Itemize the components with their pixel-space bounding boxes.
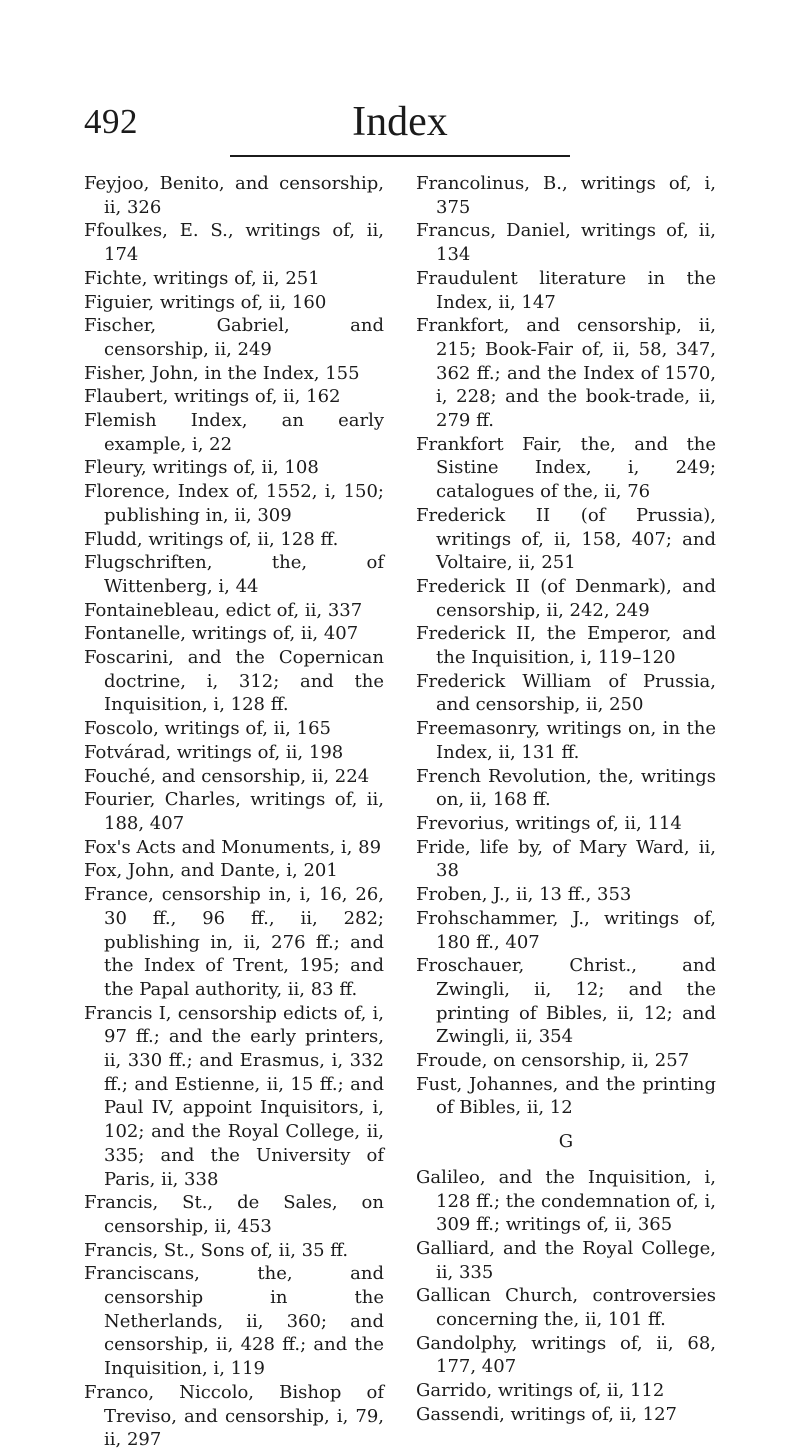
page-number: 492: [84, 102, 138, 141]
index-entry: Froben, J., ii, 13 ff., 353: [416, 884, 632, 906]
index-entry: Francolinus, B., writings of, i, 375: [416, 173, 716, 218]
index-entry: Francus, Daniel, writings of, ii, 134: [416, 220, 716, 266]
index-entry: Francis, St., de Sales, on censorship, ii, 453: [84, 1192, 384, 1237]
index-entry: Gassendi, writings of, ii, 127: [416, 1403, 677, 1425]
index-entry: Fichte, writings of, ii, 251: [84, 267, 320, 289]
index-entry: Froude, on censorship, ii, 257: [416, 1050, 690, 1072]
index-entry: Galileo, and the Inquisition, i, 128 ff.; the condemnation of, i, 309 ff.; writings of, ii, 365: [416, 1166, 716, 1236]
index-entry: Frederick II (of Prussia), writings of, ii, 158, 407; and Voltaire, ii, 251: [416, 504, 716, 574]
index-entry: Franco, Niccolo, Bishop of Treviso, and censorship, i, 79, ii, 297: [84, 1381, 384, 1451]
index-entry: Frankfort Fair, the, and the Sistine Index, i, 249; catalogues of the, ii, 76: [416, 433, 716, 503]
index-entry: Flaubert, writings of, ii, 162: [84, 386, 341, 408]
index-entry: Froschauer, Christ., and Zwingli, ii, 12; and the printing of Bibles, ii, 12; and Zwingli, ii, 354: [416, 955, 716, 1048]
index-entry: Fischer, Gabriel, and censorship, ii, 249: [84, 315, 384, 360]
index-entry: Foscarini, and the Copernican doctrine, i, 312; and the Inquisition, i, 128 ff.: [84, 647, 384, 716]
index-entry: Flemish Index, an early example, i, 22: [84, 410, 384, 455]
index-entry: Fox's Acts and Monuments, i, 89: [84, 836, 382, 858]
index-entry: Frohschammer, J., writings of, 180 ff., 407: [416, 907, 716, 953]
index-entry: Frankfort, and censorship, ii, 215; Book-Fair of, ii, 58, 347, 362 ff.; and the Index of 1570, i, 228; and the book-trade, ii, 279 ff.: [416, 315, 716, 432]
index-entry: Fotvárad, writings of, ii, 198: [84, 741, 344, 763]
index-entry: Frederick II, the Emperor, and the Inquisition, i, 119–120: [416, 623, 716, 669]
index-entry: French Revolution, the, writings on, ii, 168 ff.: [416, 765, 716, 811]
index-entry: Franciscans, the, and censorship in the Netherlands, ii, 360; and censorship, ii, 428 ff.; and the Inquisition, i, 119: [84, 1263, 384, 1380]
index-entry: France, censorship in, i, 16, 26, 30 ff., 96 ff., ii, 282; publishing in, ii, 276 ff.; and the Index of Trent, 195; and the Papal authority, ii, 83 ff.: [84, 884, 384, 1000]
index-entry: Fust, Johannes, and the printing of Bibles, ii, 12: [416, 1073, 716, 1119]
index-column-left: [84, 172, 384, 1452]
index-entry: Florence, Index of, 1552, i, 150; publishing in, ii, 309: [84, 481, 384, 526]
index-entry: Gandolphy, writings of, ii, 68, 177, 407: [416, 1332, 716, 1378]
index-entry: Fontainebleau, edict of, ii, 337: [84, 599, 363, 621]
index-entry: Fludd, writings of, ii, 128 ff.: [84, 528, 339, 550]
index-entry: Ffoulkes, E. S., writings of, ii, 174: [84, 220, 384, 266]
index-entry: Frederick II (of Denmark), and censorship, ii, 242, 249: [416, 575, 716, 621]
section-letter: G: [558, 1131, 574, 1153]
index-entry: Fleury, writings of, ii, 108: [84, 457, 319, 479]
index-entry: Figuier, writings of, ii, 160: [84, 291, 327, 313]
index-entry: Fride, life by, of Mary Ward, ii, 38: [416, 836, 716, 882]
index-entry: Galliard, and the Royal College, ii, 335: [416, 1237, 716, 1283]
page-header: [0, 0, 800, 150]
index-entry: Fisher, John, in the Index, 155: [84, 362, 360, 384]
index-entry: Frevorius, writings of, ii, 114: [416, 812, 682, 834]
index-entry: Freemasonry, writings on, in the Index, ii, 131 ff.: [416, 718, 716, 763]
index-entry: Feyjoo, Benito, and censorship, ii, 326: [84, 173, 384, 218]
index-entry: Foscolo, writings of, ii, 165: [84, 718, 331, 740]
index-entry: Garrido, writings of, ii, 112: [416, 1380, 665, 1402]
index-entry: Fourier, Charles, writings of, ii, 188, 407: [84, 789, 384, 834]
index-entry: Fox, John, and Dante, i, 201: [84, 860, 338, 882]
index-entry: Gallican Church, controversies concerning the, ii, 101 ff.: [416, 1285, 716, 1331]
index-column-right: [416, 172, 716, 1427]
page-title: Index: [352, 99, 448, 145]
index-entry: Fraudulent literature in the Index, ii, 147: [416, 267, 716, 313]
index-entry: Frederick William of Prussia, and censorship, ii, 250: [416, 670, 716, 716]
index-entry: Francis, St., Sons of, ii, 35 ff.: [84, 1239, 349, 1261]
index-entry: Francis I, censorship edicts of, i, 97 ff.; and the early printers, ii, 330 ff.; and Erasmus, i, 332 ff.; and Estienne, ii, 15 ff.; and Paul IV, appoint Inquisitors, i, 102; and the Royal College, ii, 335; and the University of Paris, ii, 338: [84, 1002, 384, 1190]
index-entry: Fontanelle, writings of, ii, 407: [84, 623, 359, 645]
index-entry: Flugschriften, the, of Wittenberg, i, 44: [84, 552, 384, 597]
index-entry: Fouché, and censorship, ii, 224: [84, 765, 370, 787]
header-rule: [230, 155, 570, 157]
